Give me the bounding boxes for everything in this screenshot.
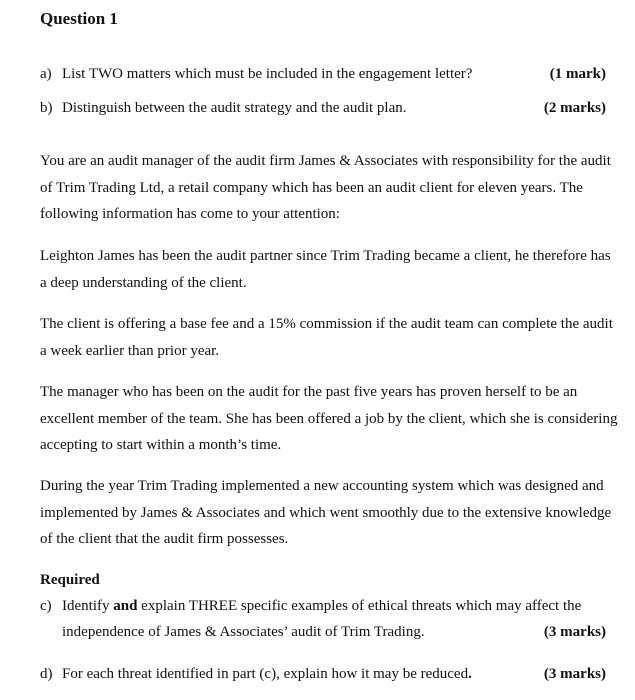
question-c-label: c) [40,598,52,614]
question-c-line-2: independence of James & Associates’ audit of Trim Trading. [62,624,425,640]
question-b-marks: (2 marks) [543,100,606,116]
question-title: Question 1 [40,9,118,28]
question-c-line-1-end: explain THREE specific examples of ethical threats which may affect the [137,598,582,614]
question-a-text: List TWO matters which must be included in the engagement letter? [62,66,473,82]
question-c-line-1 [62,598,581,615]
scenario-paragraph-5: During the year Trim Trading implemented a new accounting system which was designed and implemented by James & Associates and which went smoothly due to the extensive knowledge of the client that the audit firm possesses. [40,478,612,547]
question-d-full-stop: . [468,666,472,682]
scenario-paragraph-4: The manager who has been on the audit for the past five years has proven herself to be an excellent member of the team. She has been offered a job by the client, which she is considering accepting to start within a month’s time. [40,384,618,453]
question-d-label: d) [40,666,53,682]
required-heading: Required [40,572,100,588]
question-d-marks: (3 marks) [543,666,606,682]
scenario-paragraph-1: You are an audit manager of the audit firm James & Associates with responsibility for the audit of Trim Trading Ltd, a retail company which has been an audit client for eleven years. The following information has come to your attention: [40,153,611,222]
question-c-line-1-start: Identify [62,598,114,614]
question-b-label: b) [40,100,53,116]
scenario-paragraph-2: Leighton James has been the audit partner since Trim Trading became a client, he therefore has a deep understanding of the client. [40,248,611,291]
question-c-and-emphasis: and [113,598,138,614]
question-b-text: Distinguish between the audit strategy and the audit plan. [62,100,407,116]
question-a-label: a) [40,66,52,82]
question-c-marks: (3 marks) [543,624,606,640]
scenario-paragraph-3: The client is offering a base fee and a 15% commission if the audit team can complete the audit a week earlier than prior year. [40,316,613,359]
question-a-marks: (1 mark) [549,66,606,82]
question-d-text-body: For each threat identified in part (c), explain how it may be reduced [62,666,469,682]
question-d-text [62,666,472,683]
